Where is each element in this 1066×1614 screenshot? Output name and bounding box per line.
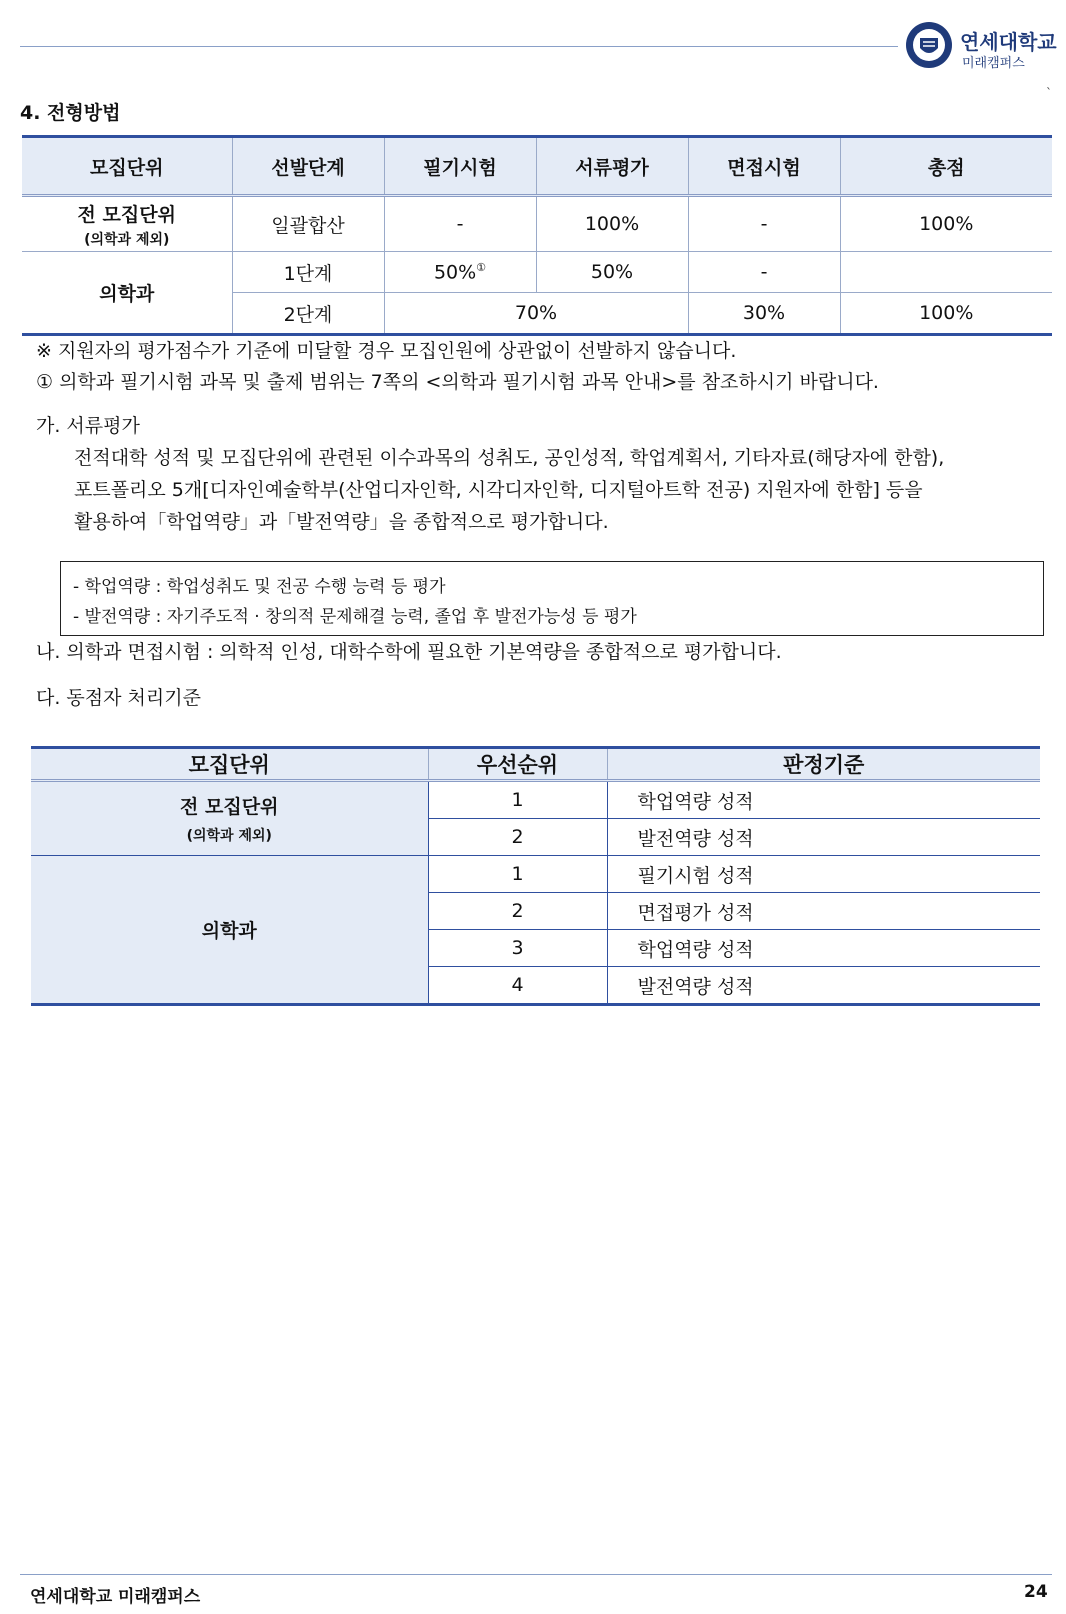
interview-cell: - [688, 252, 840, 293]
priority-cell: 3 [428, 930, 607, 967]
stray-mark: ` [1046, 86, 1052, 100]
unit-name: 의학과 [201, 920, 257, 942]
selection-method-table [22, 135, 1052, 336]
section-ga-line3: 활용하여「학업역량」과「발전역량」을 종합적으로 평가합니다. [74, 511, 609, 533]
col-header-priority: 우선순위 [428, 748, 607, 781]
note-minimum: ※ 지원자의 평가점수가 기준에 미달할 경우 모집인원에 상관없이 선발하지 않습니다. [36, 340, 737, 362]
priority-cell: 1 [428, 856, 607, 893]
page-number: 24 [1024, 1582, 1048, 1602]
unit-name: 의학과 [99, 283, 155, 305]
table-header-row [22, 137, 1052, 196]
col-header-interview: 면접시험 [688, 137, 840, 196]
total-cell: 100% [840, 293, 1052, 335]
col-header-unit: 모집단위 [22, 137, 232, 196]
logo-subtitle: 미래캠퍼스 [962, 56, 1025, 71]
unit-note: (의학과 제외) [186, 828, 272, 844]
footnote-mark: ① [476, 260, 487, 274]
col-header-criterion: 판정기준 [607, 748, 1040, 781]
note-written-exam: ① 의학과 필기시험 과목 및 출제 범위는 7쪽의 <의학과 필기시험 과목 안내>를 참조하시기 바랍니다. [36, 371, 879, 393]
criteria-development: - 발전역량 : 자기주도적 · 창의적 문제해결 능력, 졸업 후 발전가능성 등 평가 [73, 607, 637, 627]
unit-name: 전 모집단위 [180, 796, 279, 818]
written-cell [384, 252, 536, 293]
priority-cell: 1 [428, 781, 607, 819]
table-header-row [31, 748, 1040, 781]
section-na: 나. 의학과 면접시험 : 의학적 인성, 대학수학에 필요한 기본역량을 종합적으로 평가합니다. [36, 641, 782, 663]
criterion-cell: 학업역량 성적 [607, 781, 1040, 819]
table-row [22, 196, 1052, 252]
criterion-cell: 발전역량 성적 [607, 967, 1040, 1005]
table-row [22, 252, 1052, 293]
unit-cell-medicine [22, 252, 232, 335]
footer-university: 연세대학교 미래캠퍼스 [30, 1587, 201, 1607]
total-cell [840, 252, 1052, 293]
total-cell: 100% [840, 196, 1052, 252]
col-header-stage: 선발단계 [232, 137, 384, 196]
priority-cell: 4 [428, 967, 607, 1005]
unit-name: 전 모집단위 [77, 203, 176, 226]
evaluation-criteria-box [60, 561, 1044, 636]
criterion-cell: 학업역량 성적 [607, 930, 1040, 967]
logo-name: 연세대학교 [960, 30, 1057, 54]
section-da-title: 다. 동점자 처리기준 [36, 687, 201, 709]
priority-cell: 2 [428, 893, 607, 930]
footer-rule [20, 1574, 1052, 1575]
col-header-written: 필기시험 [384, 137, 536, 196]
unit-cell-all [31, 781, 428, 856]
university-seal-icon [904, 20, 954, 70]
unit-cell-medicine [31, 856, 428, 1005]
col-header-document: 서류평가 [536, 137, 688, 196]
university-logo [904, 20, 1057, 76]
unit-note: (의학과 제외) [84, 231, 170, 248]
section-ga-line2: 포트폴리오 5개[디자인예술학부(산업디자인학, 시각디자인학, 디지털아트학 전공) 지원자에 한함] 등을 [74, 479, 923, 501]
tiebreak-table [31, 746, 1040, 1006]
interview-cell: - [688, 196, 840, 252]
unit-cell-all [22, 196, 232, 252]
table-row [31, 781, 1040, 819]
col-header-unit: 모집단위 [31, 748, 428, 781]
header-rule [20, 46, 898, 47]
written-document-cell: 70% [384, 293, 688, 335]
stage-cell: 일괄합산 [232, 196, 384, 252]
section-ga-title: 가. 서류평가 [36, 415, 140, 437]
criterion-cell: 발전역량 성적 [607, 819, 1040, 856]
section-ga-line1: 전적대학 성적 및 모집단위에 관련된 이수과목의 성취도, 공인성적, 학업계획서, 기타자료(해당자에 한함), [74, 447, 945, 469]
criterion-cell: 면접평가 성적 [607, 893, 1040, 930]
document-cell: 50% [536, 252, 688, 293]
stage-cell: 1단계 [232, 252, 384, 293]
section-title: 4. 전형방법 [20, 102, 121, 124]
priority-cell: 2 [428, 819, 607, 856]
col-header-total: 총점 [840, 137, 1052, 196]
table-row [31, 856, 1040, 893]
written-value: 50% [433, 261, 477, 284]
criterion-cell: 필기시험 성적 [607, 856, 1040, 893]
written-cell: - [384, 196, 536, 252]
document-cell: 100% [536, 196, 688, 252]
criteria-academic: - 학업역량 : 학업성취도 및 전공 수행 능력 등 평가 [73, 577, 446, 597]
interview-cell: 30% [688, 293, 840, 335]
stage-cell: 2단계 [232, 293, 384, 335]
